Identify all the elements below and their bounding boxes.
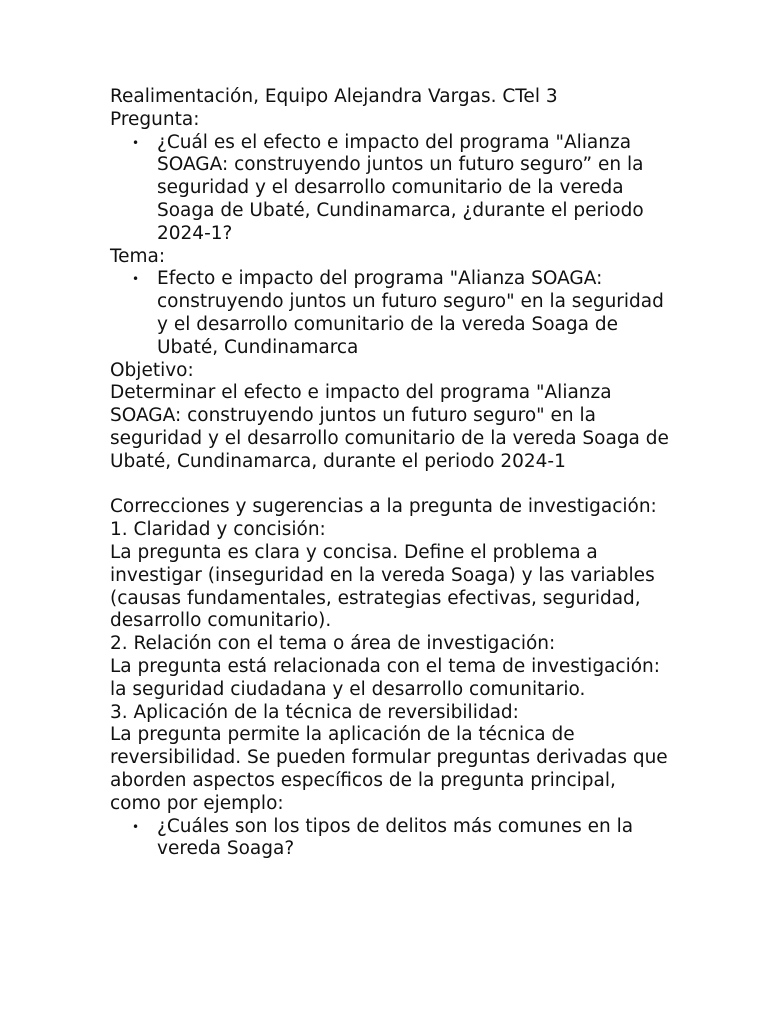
- blank-line: [110, 474, 670, 497]
- objetivo-text: Determinar el efecto e impacto del programa "Alianza SOAGA: construyendo juntos un futuro seguro" en la seguridad y el desarrollo comunitario de la vereda Soaga de Ubaté, Cundinamarca, durante el periodo 2024-1: [110, 382, 669, 472]
- bullet-icon: •: [132, 135, 140, 150]
- section-text-reversibilidad: La pregunta permite la aplicación de la técnica de reversibilidad. Se pueden formular preguntas derivadas que aborden aspectos específicos de la pregunta principal, como por ejemplo:: [110, 724, 668, 814]
- correcciones-heading: Correcciones y sugerencias a la pregunta de investigación:: [110, 496, 657, 518]
- derived-question-text: ¿Cuáles son los tipos de delitos más comunes en la vereda Soaga?: [157, 815, 634, 860]
- section-text-claridad: La pregunta es clara y concisa. Define el problema a investigar (inseguridad en la vereda Soaga) y las variables (causas fundamentales, estrategias efectivas, seguridad, desarrollo comunitario).: [110, 541, 655, 632]
- section-title-reversibilidad: 3. Aplicación de la técnica de reversibilidad:: [110, 701, 519, 723]
- document-title: Realimentación, Equipo Alejandra Vargas. CTel 3: [110, 86, 558, 107]
- section-text-relacion: La pregunta está relacionada con el tema de investigación: la seguridad ciudadana y el desarrollo comunitario.: [110, 655, 660, 700]
- bullet-icon: •: [132, 819, 140, 834]
- objetivo-label: Objetivo:: [110, 359, 194, 381]
- pregunta-text: ¿Cuál es el efecto e impacto del programa "Alianza SOAGA: construyendo juntos un futuro seguro” en la seguridad y el desarrollo comunitario de la vereda Soaga de Ubaté, Cundinamarca, ¿durante el periodo 2024-1?: [157, 131, 644, 244]
- pregunta-list: [110, 132, 670, 246]
- tema-list: [110, 268, 670, 359]
- section-title-relacion: 2. Relación con el tema o área de investigación:: [110, 633, 556, 655]
- list-item: [110, 816, 670, 862]
- pregunta-label: Pregunta:: [110, 108, 200, 130]
- derived-questions-list: [110, 816, 670, 862]
- list-item: [110, 132, 670, 246]
- document-page: [110, 86, 670, 861]
- tema-label: Tema:: [110, 245, 166, 267]
- list-item: [110, 268, 670, 359]
- section-title-claridad: 1. Claridad y concisión:: [110, 519, 326, 541]
- tema-text: Efecto e impacto del programa "Alianza SOAGA: construyendo juntos un futuro seguro" en la seguridad y el desarrollo comunitario de la vereda Soaga de Ubaté, Cundinamarca: [157, 268, 664, 358]
- bullet-icon: •: [132, 272, 140, 287]
